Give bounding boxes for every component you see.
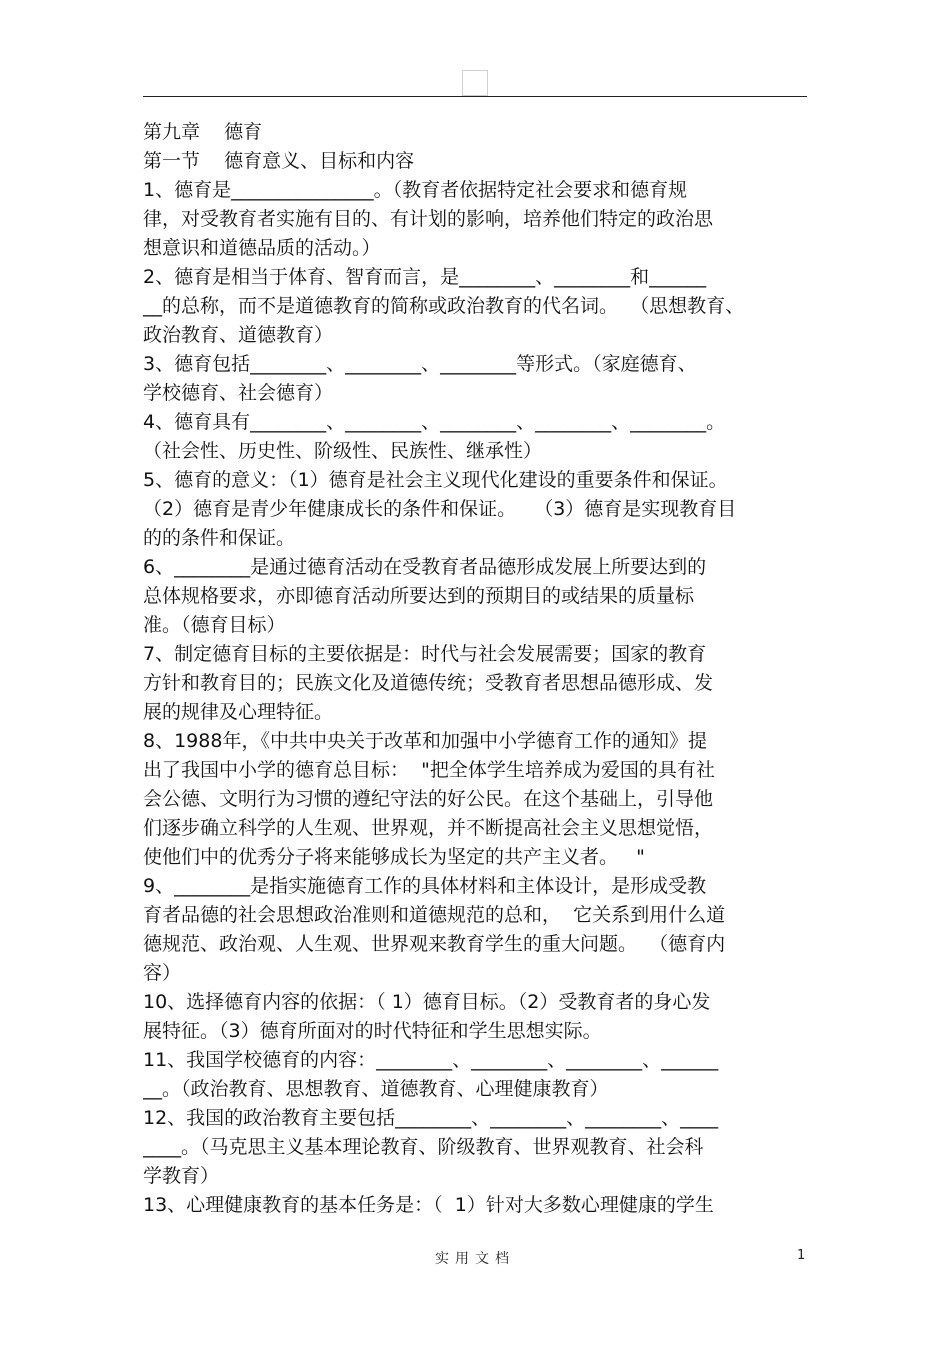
text-line: 政治教育、道德教育） — [143, 324, 334, 346]
document-body — [143, 118, 807, 1220]
text-line: 10、选择德育内容的依据：（ 1）德育目标。（2）受教育者的身心发 — [143, 991, 711, 1013]
text-line: 9、________是指实施德育工作的具体材料和主体设计，是形成受教 — [143, 875, 707, 897]
text-line: （2）德育是青少年健康成长的条件和保证。 （3）德育是实现教育目 — [143, 498, 737, 520]
text-line: 7、制定德育目标的主要依据是：时代与社会发展需要；国家的教育 — [143, 643, 707, 665]
text-line: 6、________是通过德育活动在受教育者品德形成发展上所要达到的 — [143, 556, 707, 578]
text-line: ____。（马克思主义基本理论教育、阶级教育、世界观教育、社会科 — [143, 1136, 704, 1158]
text-line: 3、德育包括________、________、________等形式。（家庭德育、 — [143, 353, 697, 375]
text-line: 方针和教育目的；民族文化及道德传统；受教育者思想品德形成、发 — [143, 672, 714, 694]
text-line: 学校德育、社会德育） — [143, 382, 334, 404]
page-number: 1 — [797, 1248, 806, 1263]
text-line: __的总称，而不是道德教育的简称或政治教育的代名词。 （思想教育、 — [143, 295, 745, 317]
text-line: 会公德、文明行为习惯的遵纪守法的好公民。在这个基础上，引导他 — [143, 788, 714, 810]
text-line: 展的规律及心理特征。 — [143, 701, 334, 723]
text-line: __。（政治教育、思想教育、道德教育、心理健康教育） — [143, 1078, 609, 1100]
chapter-title: 第九章 德育 — [143, 121, 263, 143]
text-line: 的的条件和保证。 — [143, 527, 296, 549]
text-line: 使他们中的优秀分子将来能够成长为坚定的共产主义者。 " — [143, 846, 645, 868]
text-line: 出了我国中小学的德育总目标： "把全体学生培养成为爱国的具有社 — [143, 759, 715, 781]
footer-label: 实用文档 — [435, 1251, 515, 1267]
header-rule — [143, 96, 807, 97]
text-line: 总体规格要求，亦即德育活动所要达到的预期目的或结果的质量标 — [143, 585, 695, 607]
text-line: 们逐步确立科学的人生观、世界观，并不断提高社会主义思想觉悟， — [143, 817, 714, 839]
text-line: 1、德育是_______________。（教育者依据特定社会要求和德育规 — [143, 179, 688, 201]
text-line: 育者品德的社会思想政治准则和道德规范的总和， 它关系到用什么道 — [143, 904, 726, 926]
text-line: 13、心理健康教育的基本任务是：（ 1）针对大多数心理健康的学生 — [143, 1194, 714, 1216]
text-line: 准。（德育目标） — [143, 614, 286, 636]
text-line: 德规范、政治观、人生观、世界观来教育学生的重大问题。 （德育内 — [143, 933, 726, 955]
text-line: （社会性、历史性、阶级性、民族性、继承性） — [143, 440, 543, 462]
section-title: 第一节 德育意义、目标和内容 — [143, 150, 415, 172]
text-line: 展特征。（3）德育所面对的时代特征和学生思想实际。 — [143, 1020, 602, 1042]
text-line: 4、德育具有________、________、________、________、________。 — [143, 411, 726, 433]
header-mark — [462, 70, 488, 96]
text-line: 想意识和道德品质的活动。） — [143, 237, 381, 259]
text-line: 律，对受教育者实施有目的、有计划的影响，培养他们特定的政治思 — [143, 208, 714, 230]
text-line: 12、我国的政治教育主要包括________、________、________、____ — [143, 1107, 719, 1129]
text-line: 11、我国学校德育的内容：________、________、________、______ — [143, 1049, 719, 1071]
text-line: 学教育） — [143, 1165, 220, 1187]
text-line: 容） — [143, 962, 182, 984]
text-line: 5、德育的意义：（1）德育是社会主义现代化建设的重要条件和保证。 — [143, 469, 728, 491]
text-line: 8、1988年，《中共中央关于改革和加强中小学德育工作的通知》提 — [143, 730, 707, 752]
text-line: 2、德育是相当于体育、智育而言，是________、________和______ — [143, 266, 707, 288]
